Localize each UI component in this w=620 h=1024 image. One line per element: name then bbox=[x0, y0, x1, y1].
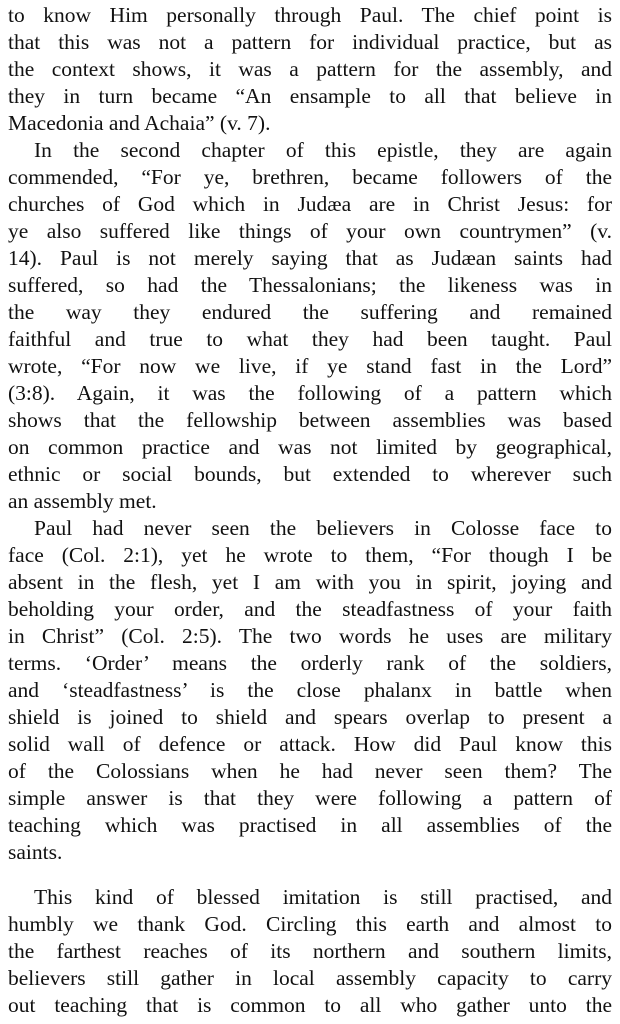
text-line: beholding your order, and the steadfastness of your faith bbox=[8, 597, 612, 621]
text-line: an assembly met. bbox=[8, 489, 157, 513]
text-line: faithful and true to what they had been taught. Paul bbox=[8, 327, 612, 351]
text-line: terms. ‘Order’ means the orderly rank of the soldiers, bbox=[8, 651, 612, 675]
text-line: This kind of blessed imitation is still practised, and bbox=[34, 885, 612, 909]
text-line: humbly we thank God. Circling this earth and almost to bbox=[8, 912, 612, 936]
text-line: the context shows, it was a pattern for the assembly, and bbox=[8, 57, 612, 81]
text-line: on common practice and was not limited by geographical, bbox=[8, 435, 612, 459]
text-line: and ‘steadfastness’ is the close phalanx in battle when bbox=[8, 678, 612, 702]
text-line: ethnic or social bounds, but extended to wherever such bbox=[8, 462, 612, 486]
text-line: of the Colossians when he had never seen them? The bbox=[8, 759, 612, 783]
text-line: they in turn became “An ensample to all that believe in bbox=[8, 84, 612, 108]
text-line: suffered, so had the Thessalonians; the likeness was in bbox=[8, 273, 612, 297]
text-line: believers still gather in local assembly capacity to carry bbox=[8, 966, 612, 990]
text-line: the farthest reaches of its northern and southern limits, bbox=[8, 939, 612, 963]
text-line: face (Col. 2:1), yet he wrote to them, “For though I be bbox=[8, 543, 612, 567]
text-line: In the second chapter of this epistle, they are again bbox=[34, 138, 612, 162]
text-line: Paul had never seen the believers in Colosse face to bbox=[34, 516, 612, 540]
text-line: shield is joined to shield and spears overlap to present a bbox=[8, 705, 612, 729]
text-line: Macedonia and Achaia” (v. 7). bbox=[8, 111, 271, 135]
text-line: (3:8). Again, it was the following of a pattern which bbox=[8, 381, 612, 405]
document-page bbox=[8, 0, 612, 1024]
text-line: that this was not a pattern for individual practice, but as bbox=[8, 30, 612, 54]
text-line: churches of God which in Judæa are in Christ Jesus: for bbox=[8, 192, 612, 216]
text-line: solid wall of defence or attack. How did Paul know this bbox=[8, 732, 612, 756]
text-line: commended, “For ye, brethren, became followers of the bbox=[8, 165, 612, 189]
text-line: teaching which was practised in all assemblies of the bbox=[8, 813, 612, 837]
text-line: the way they endured the suffering and remained bbox=[8, 300, 612, 324]
text-line: simple answer is that they were following a pattern of bbox=[8, 786, 612, 810]
text-line: saints. bbox=[8, 840, 63, 864]
text-line: out teaching that is common to all who gather unto the bbox=[8, 993, 612, 1017]
text-line: shows that the fellowship between assemblies was based bbox=[8, 408, 612, 432]
text-line: wrote, “For now we live, if ye stand fast in the Lord” bbox=[8, 354, 612, 378]
text-line: ye also suffered like things of your own countrymen” (v. bbox=[8, 219, 612, 243]
text-line: in Christ” (Col. 2:5). The two words he uses are military bbox=[8, 624, 612, 648]
text-line: 14). Paul is not merely saying that as Judæan saints had bbox=[8, 246, 612, 270]
text-line: absent in the flesh, yet I am with you in spirit, joying and bbox=[8, 570, 612, 594]
text-line: to know Him personally through Paul. The chief point is bbox=[8, 3, 612, 27]
